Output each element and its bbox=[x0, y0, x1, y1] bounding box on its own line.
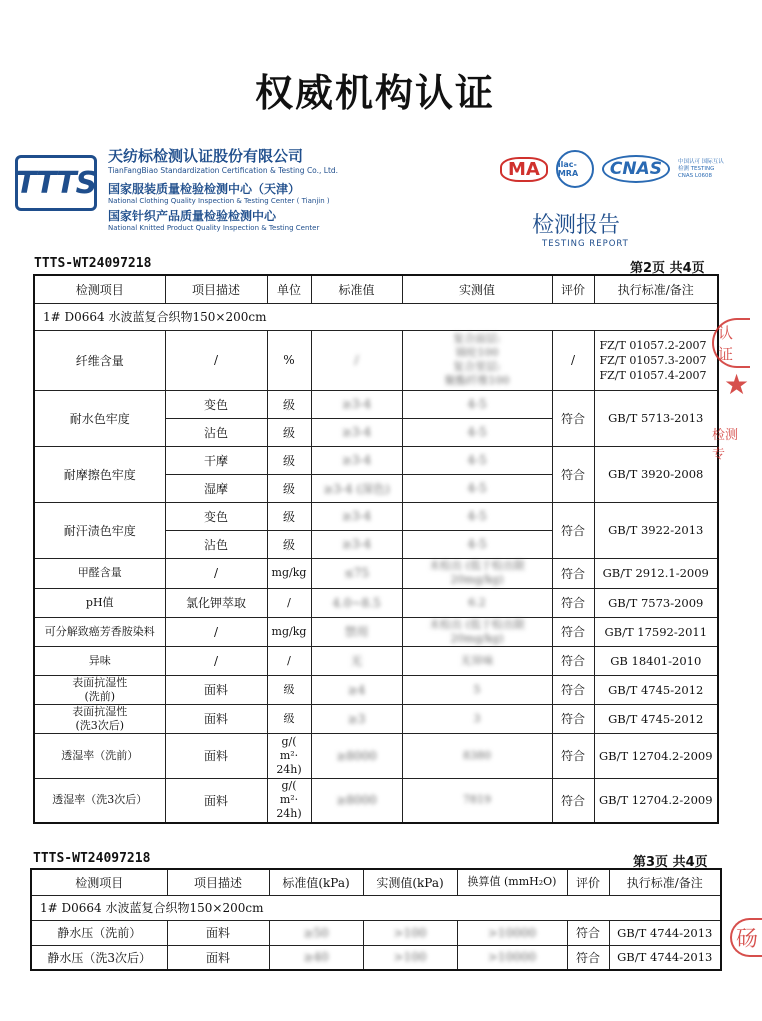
evaluation: 符合 bbox=[552, 558, 594, 588]
item-description: 变色 bbox=[165, 502, 267, 530]
test-item: 静水压（洗前） bbox=[31, 920, 167, 945]
seal-stamp-bottom: 砀 bbox=[730, 918, 762, 957]
item-description: 干摩 bbox=[165, 446, 267, 474]
item-description: 沾色 bbox=[165, 530, 267, 558]
unit: mg/kg bbox=[267, 617, 311, 646]
evaluation: 符合 bbox=[567, 945, 609, 970]
standard-reference bbox=[594, 330, 718, 390]
standard-reference: GB/T 5713-2013 bbox=[594, 390, 718, 446]
test-item: 耐摩擦色牢度 bbox=[34, 446, 165, 502]
test-item: pH值 bbox=[34, 588, 165, 617]
header-cell: 标准值(kPa) bbox=[269, 869, 363, 895]
table-row bbox=[34, 390, 718, 418]
item-description: / bbox=[165, 646, 267, 675]
header-cell: 单位 bbox=[267, 275, 311, 303]
item-description: / bbox=[165, 617, 267, 646]
unit: 级 bbox=[267, 502, 311, 530]
item-description: 面料 bbox=[165, 704, 267, 733]
item-description: 面料 bbox=[167, 945, 269, 970]
measured-value: 未检出 (低于检出限20mg/kg) bbox=[402, 617, 552, 646]
measured-value: 4-5 bbox=[402, 390, 552, 418]
sample-description: 1# D0664 水波蓝复合织物150×200cm bbox=[31, 895, 721, 920]
standard-value: 4.0~8.5 bbox=[311, 588, 402, 617]
header-cell: 评价 bbox=[552, 275, 594, 303]
standard-reference: GB/T 4744-2013 bbox=[609, 920, 721, 945]
sample-row bbox=[34, 303, 718, 330]
measured-line: 复合里层: bbox=[453, 360, 501, 373]
standard-value: ≥40 bbox=[269, 945, 363, 970]
standard-reference: GB/T 4744-2013 bbox=[609, 945, 721, 970]
page-number-page2: 第2页 共4页 bbox=[630, 261, 705, 276]
table-row bbox=[31, 920, 721, 945]
test-item: 表面抗湿性 (洗前) bbox=[34, 675, 165, 704]
evaluation: 符合 bbox=[552, 733, 594, 778]
item-description: 湿摩 bbox=[165, 474, 267, 502]
test-item: 透湿率（洗3次后） bbox=[34, 778, 165, 823]
standard-value: ≥8000 bbox=[311, 733, 402, 778]
measured-value: 4-5 bbox=[402, 446, 552, 474]
unit: 级 bbox=[267, 418, 311, 446]
table-row bbox=[34, 646, 718, 675]
certification-logos bbox=[500, 150, 726, 188]
standard-value: 无 bbox=[311, 646, 402, 675]
standard-value: / bbox=[311, 330, 402, 390]
measured-value bbox=[402, 330, 552, 390]
ttts-logo: TTTS bbox=[15, 155, 97, 211]
standard-value: ≥8000 bbox=[311, 778, 402, 823]
doc-number-page2: TTTS-WT24097218 bbox=[34, 256, 152, 271]
unit: 级 bbox=[267, 704, 311, 733]
unit: 级 bbox=[267, 474, 311, 502]
standard-value: ≥3-4 bbox=[311, 418, 402, 446]
item-description: 面料 bbox=[167, 920, 269, 945]
test-item: 耐汗渍色牢度 bbox=[34, 502, 165, 558]
seal-stamp-middle: 检测专 bbox=[712, 428, 739, 462]
standard-reference: GB/T 17592-2011 bbox=[594, 617, 718, 646]
evaluation: / bbox=[552, 330, 594, 390]
measured-value: >100 bbox=[363, 920, 457, 945]
measured-value: 3 bbox=[402, 704, 552, 733]
measured-value: 4-5 bbox=[402, 474, 552, 502]
item-description: 面料 bbox=[165, 733, 267, 778]
standard-value: ≥3-4 bbox=[311, 446, 402, 474]
standard-reference: GB/T 3920-2008 bbox=[594, 446, 718, 502]
table-row bbox=[34, 778, 718, 823]
header-cell: 执行标准/备注 bbox=[594, 275, 718, 303]
header-cell: 评价 bbox=[567, 869, 609, 895]
table-header-row bbox=[34, 275, 718, 303]
report-table-page3 bbox=[30, 868, 722, 971]
seal-stamp-top: 认证 bbox=[712, 318, 750, 368]
organization-block bbox=[108, 145, 338, 234]
item-description: 面料 bbox=[165, 778, 267, 823]
measured-line: 聚酯纤维100 bbox=[444, 374, 510, 387]
standard-reference: GB/T 3922-2013 bbox=[594, 502, 718, 558]
table-row bbox=[34, 675, 718, 704]
measured-value: 5 bbox=[402, 675, 552, 704]
unit: / bbox=[267, 646, 311, 675]
table-row bbox=[31, 945, 721, 970]
measured-value: 无异味 bbox=[402, 646, 552, 675]
table-row bbox=[34, 588, 718, 617]
standard-reference: GB/T 7573-2009 bbox=[594, 588, 718, 617]
evaluation: 符合 bbox=[552, 617, 594, 646]
standard-value: 禁用 bbox=[311, 617, 402, 646]
header-cell: 实测值 bbox=[402, 275, 552, 303]
standard-value: ≥3-4 (深色) bbox=[311, 474, 402, 502]
evaluation: 符合 bbox=[552, 390, 594, 446]
header-cell: 换算值 (mmH₂O) bbox=[457, 869, 567, 895]
table-row bbox=[34, 558, 718, 588]
unit: g/( m²· 24h) bbox=[267, 778, 311, 823]
item-description: / bbox=[165, 330, 267, 390]
converted-value: >10000 bbox=[457, 945, 567, 970]
center2-cn: 国家针织产品质量检验检测中心 bbox=[108, 209, 277, 223]
standard-value: ≥50 bbox=[269, 920, 363, 945]
measured-value: 4-5 bbox=[402, 502, 552, 530]
table-header-row bbox=[31, 869, 721, 895]
evaluation: 符合 bbox=[552, 446, 594, 502]
page-number-page3: 第3页 共4页 bbox=[633, 855, 708, 870]
table-row bbox=[34, 617, 718, 646]
item-description: 面料 bbox=[165, 675, 267, 704]
standard-value: ≥3 bbox=[311, 704, 402, 733]
test-item: 可分解致癌芳香胺染料 bbox=[34, 617, 165, 646]
header-cell: 执行标准/备注 bbox=[609, 869, 721, 895]
unit: 级 bbox=[267, 390, 311, 418]
standard-reference: GB/T 12704.2-2009 bbox=[594, 733, 718, 778]
table-row bbox=[34, 733, 718, 778]
standard-line: FZ/T 01057.2-2007 bbox=[599, 338, 707, 352]
standard-value: ≥4 bbox=[311, 675, 402, 704]
sample-row bbox=[31, 895, 721, 920]
unit: g/( m²· 24h) bbox=[267, 733, 311, 778]
item-description: 氯化钾萃取 bbox=[165, 588, 267, 617]
cma-logo: MA bbox=[500, 157, 548, 182]
measured-line: 复合面层: bbox=[453, 332, 501, 345]
standard-reference: GB/T 2912.1-2009 bbox=[594, 558, 718, 588]
evaluation: 符合 bbox=[552, 778, 594, 823]
ilac-mra-logo: ilac-MRA bbox=[556, 150, 594, 188]
test-item: 透湿率（洗前） bbox=[34, 733, 165, 778]
table-row bbox=[34, 704, 718, 733]
evaluation: 符合 bbox=[552, 588, 594, 617]
header-cell: 实测值(kPa) bbox=[363, 869, 457, 895]
measured-value: 4-5 bbox=[402, 530, 552, 558]
standard-reference: GB 18401-2010 bbox=[594, 646, 718, 675]
header-cell: 检测项目 bbox=[31, 869, 167, 895]
evaluation: 符合 bbox=[552, 704, 594, 733]
center1-en: National Clothing Quality Inspection & Testing Center ( Tianjin ) bbox=[108, 197, 330, 205]
item-description: 沾色 bbox=[165, 418, 267, 446]
measured-value: 8380 bbox=[402, 733, 552, 778]
seal-star-icon: ★ bbox=[724, 368, 750, 401]
measured-value: >100 bbox=[363, 945, 457, 970]
table-row bbox=[34, 502, 718, 530]
measured-line: 锦纶100 bbox=[455, 346, 499, 359]
unit: mg/kg bbox=[267, 558, 311, 588]
page-title: 权威机构认证 bbox=[254, 71, 495, 115]
report-title-cn: 检测报告 bbox=[532, 213, 621, 238]
org-name-cn: 天纺标检测认证股份有限公司 bbox=[108, 147, 304, 165]
report-title-en: TESTING REPORT bbox=[542, 239, 629, 249]
test-item: 耐水色牢度 bbox=[34, 390, 165, 446]
header-cell: 标准值 bbox=[311, 275, 402, 303]
sample-description: 1# D0664 水波蓝复合织物150×200cm bbox=[34, 303, 718, 330]
standard-value: ≥3-4 bbox=[311, 390, 402, 418]
unit: / bbox=[267, 588, 311, 617]
item-description: / bbox=[165, 558, 267, 588]
unit: % bbox=[267, 330, 311, 390]
testing-report-heading bbox=[532, 208, 629, 249]
standard-value: ≥3-4 bbox=[311, 502, 402, 530]
org-name-en: TianFangBiao Standardization Certification & Testing Co., Ltd. bbox=[108, 166, 339, 175]
converted-value: >10000 bbox=[457, 920, 567, 945]
report-table-page2 bbox=[33, 274, 719, 824]
standard-reference: GB/T 12704.2-2009 bbox=[594, 778, 718, 823]
measured-value: 7819 bbox=[402, 778, 552, 823]
standard-reference: GB/T 4745-2012 bbox=[594, 704, 718, 733]
test-item: 静水压（洗3次后） bbox=[31, 945, 167, 970]
evaluation: 符合 bbox=[552, 646, 594, 675]
center2-en: National Knitted Product Quality Inspection & Testing Center bbox=[108, 224, 320, 232]
header-cell: 项目描述 bbox=[165, 275, 267, 303]
measured-value: 未检出 (低于检出限20mg/kg) bbox=[402, 558, 552, 588]
header-cell: 检测项目 bbox=[34, 275, 165, 303]
table-row bbox=[34, 446, 718, 474]
test-item: 异味 bbox=[34, 646, 165, 675]
table-row bbox=[34, 330, 718, 390]
measured-value: 4-5 bbox=[402, 418, 552, 446]
evaluation: 符合 bbox=[567, 920, 609, 945]
test-item: 纤维含量 bbox=[34, 330, 165, 390]
cnas-subtext: 中国认可 国际互认 检测 TESTING CNAS L0608 bbox=[677, 158, 724, 179]
header-cell: 项目描述 bbox=[167, 869, 269, 895]
evaluation: 符合 bbox=[552, 675, 594, 704]
standard-value: ≥3-4 bbox=[311, 530, 402, 558]
unit: 级 bbox=[267, 446, 311, 474]
standard-line: FZ/T 01057.3-2007 bbox=[599, 353, 707, 367]
item-description: 变色 bbox=[165, 390, 267, 418]
doc-number-page3: TTTS-WT24097218 bbox=[33, 851, 151, 866]
standard-reference: GB/T 4745-2012 bbox=[594, 675, 718, 704]
center1-cn: 国家服装质量检验检测中心（天津） bbox=[108, 182, 301, 196]
test-item: 甲醛含量 bbox=[34, 558, 165, 588]
unit: 级 bbox=[267, 530, 311, 558]
standard-line: FZ/T 01057.4-2007 bbox=[599, 368, 707, 382]
measured-value: 6.2 bbox=[402, 588, 552, 617]
unit: 级 bbox=[267, 675, 311, 704]
test-item: 表面抗湿性 (洗3次后) bbox=[34, 704, 165, 733]
standard-value: ≤75 bbox=[311, 558, 402, 588]
evaluation: 符合 bbox=[552, 502, 594, 558]
cnas-logo: CNAS bbox=[602, 155, 670, 183]
